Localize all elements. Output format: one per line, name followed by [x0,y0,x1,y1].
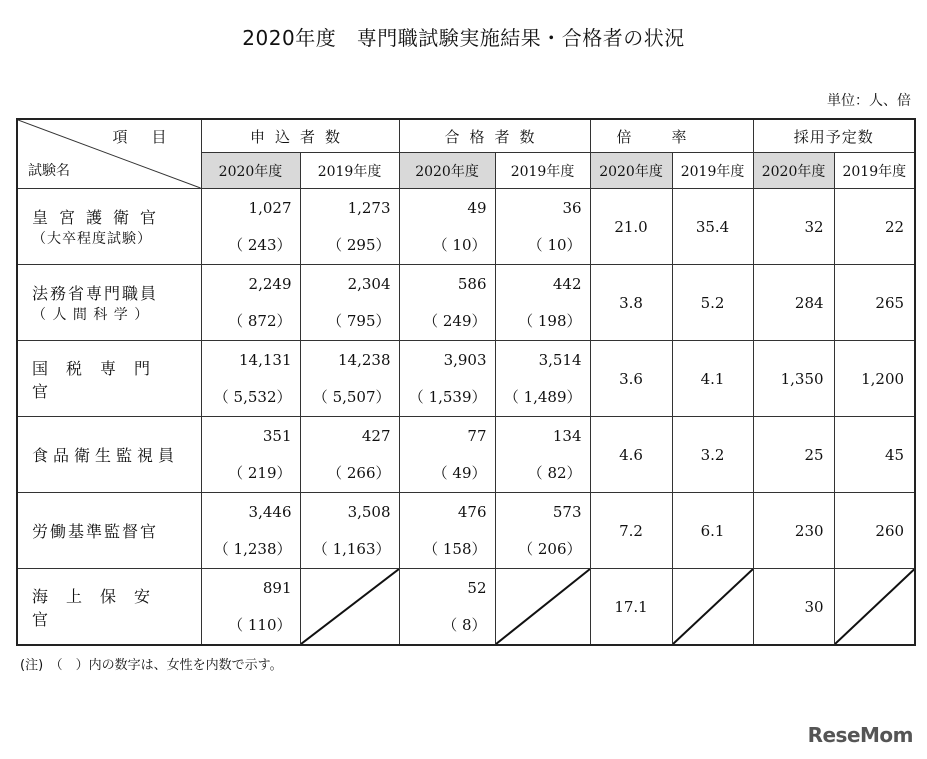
hires-2020: 1,350 [753,341,834,417]
applicants-2019: 1,273 （ 295） [300,189,399,265]
hires-2020: 230 [753,493,834,569]
hires-2019: 22 [834,189,915,265]
exam-name-cell [17,417,201,493]
header-corner [17,119,201,189]
passers-2020: 77 （ 49） [399,417,495,493]
exam-name: 皇宮護衛官 [32,208,168,227]
ratio-2019: 4.1 [672,341,753,417]
ratio-2020: 3.6 [590,341,672,417]
ratio-2020: 17.1 [590,569,672,646]
applicants-2020: 14,131 （ 5,532） [201,341,300,417]
applicants-2019: 14,238 （ 5,507） [300,341,399,417]
table-row [17,265,915,341]
passers-2019: 3,514 （ 1,489） [495,341,590,417]
passers-2019: 573 （ 206） [495,493,590,569]
empty-cell-slash [672,569,753,646]
header-exam-name-label: 試験名 [28,163,70,179]
applicants-2020: 1,027 （ 243） [201,189,300,265]
year-header: 2019年度 [672,153,753,189]
applicants-2020: 891 （ 110） [201,569,300,646]
header-applicants: 申込者数 [201,119,399,153]
exam-name: 法務省専門職員 [32,284,159,303]
hires-2020: 30 [753,569,834,646]
year-header: 2019年度 [300,153,399,189]
empty-cell-slash [300,569,399,646]
year-header: 2019年度 [495,153,590,189]
ratio-2019: 3.2 [672,417,753,493]
passers-2019: 36 （ 10） [495,189,590,265]
applicants-2019: 3,508 （ 1,163） [300,493,399,569]
applicants-2020: 3,446 （ 1,238） [201,493,300,569]
applicants-2020: 2,249 （ 872） [201,265,300,341]
exam-name-cell [17,265,201,341]
table-row [17,569,915,646]
hires-2019: 45 [834,417,915,493]
hires-2020: 284 [753,265,834,341]
exam-name: 食品衛生監視員 [32,446,180,465]
header-ratio: 倍率 [590,119,753,153]
exam-name-cell [17,341,201,417]
passers-2019: 134 （ 82） [495,417,590,493]
unit-label: 単位：人、倍 [827,93,911,109]
passers-2020: 49 （ 10） [399,189,495,265]
ratio-2019: 5.2 [672,265,753,341]
exam-subname: （ 人 間 科 学 ） [32,307,150,323]
exam-name: 国税専門官 [32,358,169,401]
header-item-label: 項目 [112,128,191,146]
hires-2020: 25 [753,417,834,493]
ratio-2019: 35.4 [672,189,753,265]
empty-cell-slash [495,569,590,646]
ratio-2019: 6.1 [672,493,753,569]
header-passers: 合格者数 [399,119,590,153]
year-header: 2019年度 [834,153,915,189]
passers-2020: 52 （ 8） [399,569,495,646]
exam-name-cell [17,493,201,569]
passers-2019: 442 （ 198） [495,265,590,341]
table-row [17,493,915,569]
exam-name: 海上保安官 [32,586,169,629]
table-row [17,341,915,417]
empty-cell-slash [834,569,915,646]
ratio-2020: 3.8 [590,265,672,341]
page-title: 2020年度 専門職試験実施結果・合格者の状況 [242,26,685,50]
hires-2020: 32 [753,189,834,265]
table-row [17,417,915,493]
year-header: 2020年度 [201,153,300,189]
ratio-2020: 7.2 [590,493,672,569]
passers-2020: 586 （ 249） [399,265,495,341]
header-planned-hires: 採用予定数 [753,119,915,153]
ratio-2020: 21.0 [590,189,672,265]
passers-2020: 476 （ 158） [399,493,495,569]
exam-name: 労働基準監督官 [32,522,159,541]
hires-2019: 265 [834,265,915,341]
resemom-logo: ReseMom [807,723,913,747]
hires-2019: 1,200 [834,341,915,417]
footnote: (注) （ ）内の数字は、女性を内数で示す。 [20,658,283,673]
table-row [17,189,915,265]
passers-2020: 3,903 （ 1,539） [399,341,495,417]
applicants-2019: 2,304 （ 795） [300,265,399,341]
year-header: 2020年度 [753,153,834,189]
ratio-2020: 4.6 [590,417,672,493]
applicants-2019: 427 （ 266） [300,417,399,493]
exam-name-cell [17,189,201,265]
hires-2019: 260 [834,493,915,569]
exam-name-cell [17,569,201,646]
applicants-2020: 351 （ 219） [201,417,300,493]
year-header: 2020年度 [399,153,495,189]
exam-subname: （大卒程度試験） [32,231,152,247]
results-table [16,118,916,646]
year-header: 2020年度 [590,153,672,189]
